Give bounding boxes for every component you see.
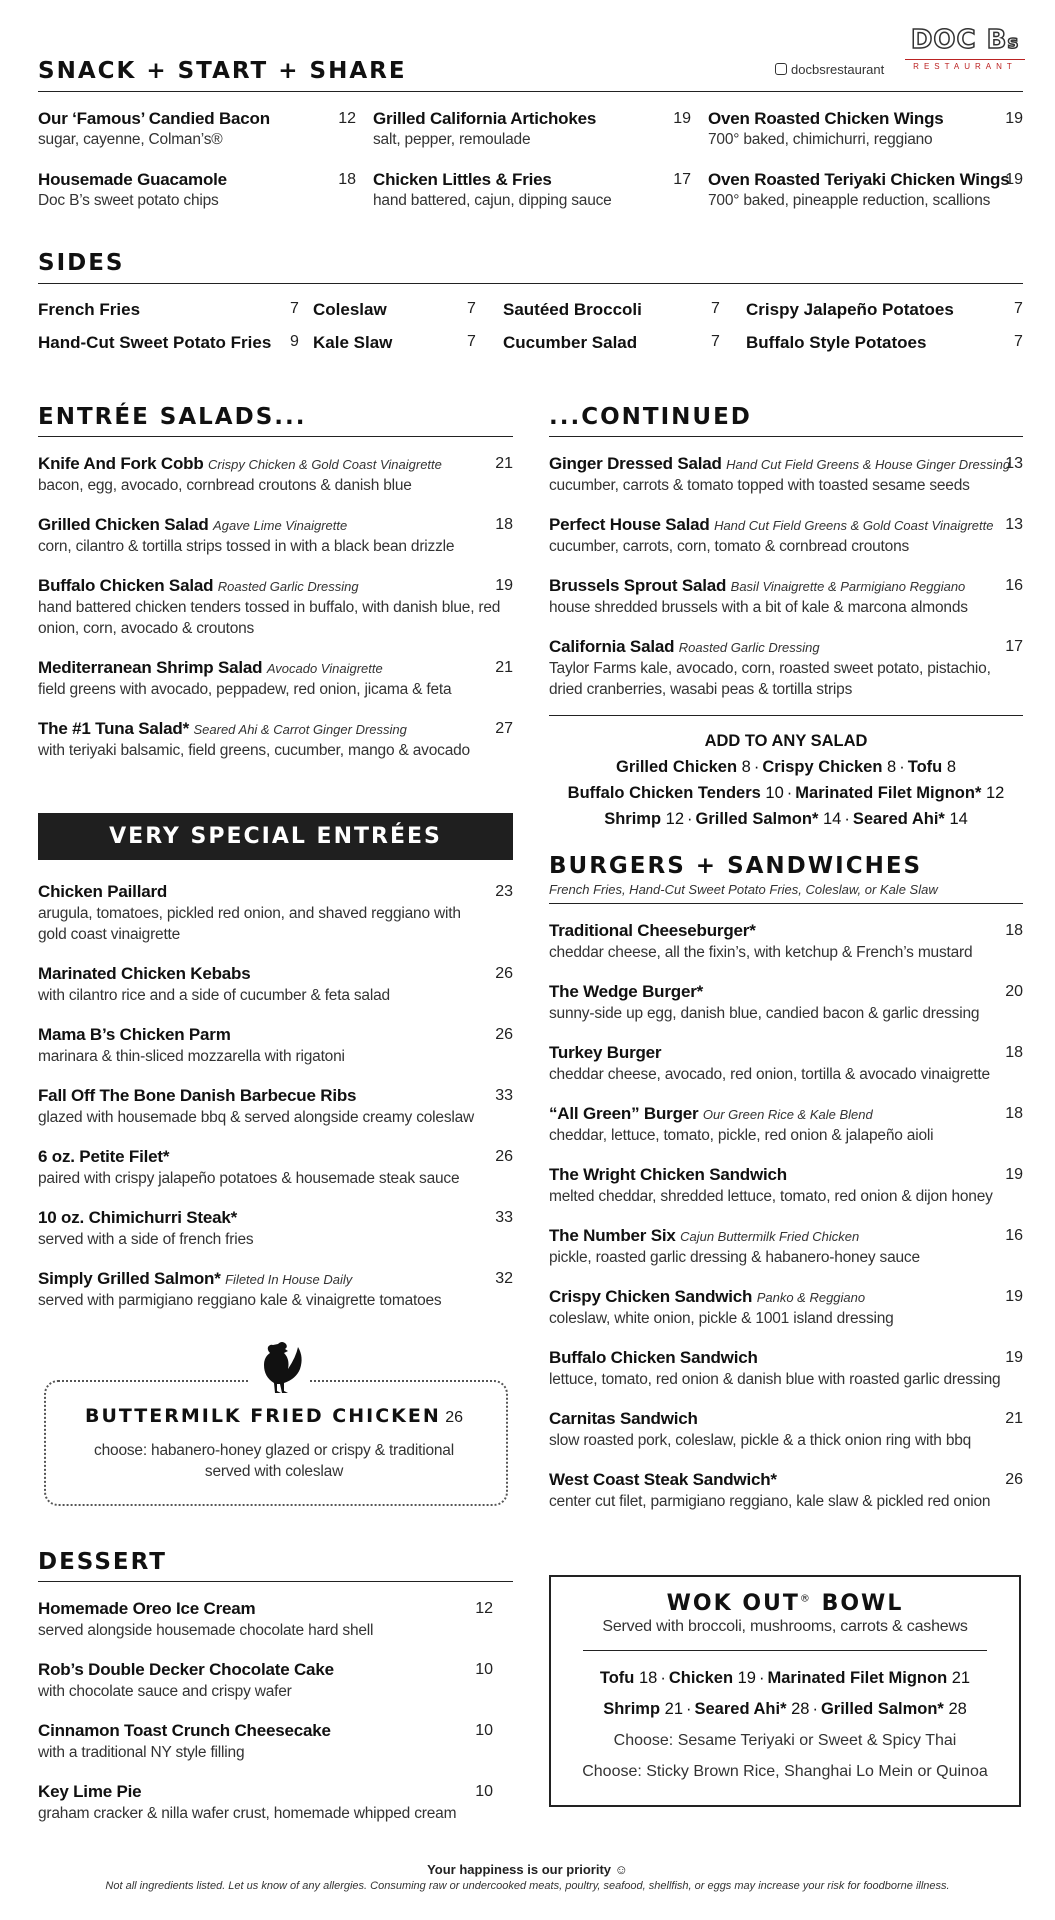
side-price: 7 [711,300,720,317]
restaurant-logo: DOC Bs RESTAURANT [905,26,1025,71]
menu-item: Chicken Littles & Fries hand battered, cajun, dipping sauce 17 [373,170,691,209]
fried-chicken-title-row [44,1405,504,1427]
burgers-section-title: BURGERS + SANDWICHES [549,853,923,879]
snack-rule [38,91,1023,92]
dessert-section-title: DESSERT [38,1549,167,1575]
menu-item: Simply Grilled Salmon* Fileted In House Daily served with parmigiano reggiano kale & vinaigrette tomatoes 32 [38,1269,513,1309]
add-to-salad-block [549,728,1023,832]
wok-bowl-title: WOK OUT® BOWL [666,1591,904,1616]
menu-item: Oven Roasted Chicken Wings 700° baked, chimichurri, reggiano 19 [708,109,1023,148]
burgers-subtitle: French Fries, Hand-Cut Sweet Potato Fries, Coleslaw, or Kale Slaw [549,882,938,897]
side-price: 7 [1014,300,1023,317]
side-price: 9 [290,333,299,350]
wok-line-2: Shrimp 21 · Seared Ahi* 28 · Grilled Salmon* 28 [603,1700,967,1718]
side-item: Sautéed Broccoli [503,300,642,319]
side-item: Hand-Cut Sweet Potato Fries [38,333,272,352]
salads-rule [38,436,513,437]
wok-bowl-rule [583,1650,987,1651]
fried-chicken-price: 26 [445,1409,464,1426]
snack-section-title: SNACK + START + SHARE [38,58,407,84]
wok-bowl-subtitle: Served with broccoli, mushrooms, carrots & cashews [602,1618,968,1635]
side-item: Crispy Jalapeño Potatoes [746,300,954,319]
menu-item: 10 oz. Chimichurri Steak* served with a side of french fries 33 [38,1208,513,1248]
salads-section-title: ENTRÉE SALADS... [38,404,307,430]
menu-item: Fall Off The Bone Danish Barbecue Ribs glazed with housemade bbq & served alongside creamy coleslaw 33 [38,1086,513,1126]
footer-priority: Your happiness is our priority ☺ [427,1862,628,1877]
menu-item: Cinnamon Toast Crunch Cheesecake with a traditional NY style filling 10 [38,1721,493,1761]
add-salad-line-3: Shrimp 12 · Grilled Salmon* 14 · Seared Ahi* 14 [604,810,968,828]
wok-bowl-options [551,1663,1019,1787]
menu-item: The Number Six Cajun Buttermilk Fried Chicken pickle, roasted garlic dressing & habanero-honey sauce 16 [549,1226,1023,1266]
side-price: 7 [290,300,299,317]
instagram-icon [775,63,787,75]
menu-item: Carnitas Sandwich slow roasted pork, coleslaw, pickle & a thick onion ring with bbq 21 [549,1409,1023,1449]
menu-item: Oven Roasted Teriyaki Chicken Wings 700° baked, pineapple reduction, scallions 19 [708,170,1023,209]
sides-section-title: SIDES [38,250,125,276]
menu-item: Mediterranean Shrimp Salad Avocado Vinaigrette field greens with avocado, peppadew, red onion, jicama & feta 21 [38,658,513,698]
footer-disclaimer: Not all ingredients listed. Let us know of any allergies. Consuming raw or undercooked meats, poultry, seafood, shellfish, or eggs may increase your risk for foodborne illness. [105,1880,950,1892]
side-item: Kale Slaw [313,333,393,352]
instagram-handle: docbsrestaurant [775,62,884,77]
menu-item: Crispy Chicken Sandwich Panko & Reggiano coleslaw, white onion, pickle & 1001 island dressing 19 [549,1287,1023,1327]
menu-item: California Salad Roasted Garlic Dressing Taylor Farms kale, avocado, corn, roasted sweet potato, pistachio, dried cranberries, wasabi peas & tortilla strips 17 [549,637,1023,698]
menu-item: Rob’s Double Decker Chocolate Cake with chocolate sauce and crispy wafer 10 [38,1660,493,1700]
menu-item: 6 oz. Petite Filet* paired with crispy jalapeño potatoes & housemade steak sauce 26 [38,1147,513,1187]
menu-item: Grilled Chicken Salad Agave Lime Vinaigrette corn, cilantro & tortilla strips tossed in with a black bean drizzle 18 [38,515,513,555]
fried-chicken-desc: choose: habanero-honey glazed or crispy & traditional served with coleslaw [94,1442,454,1480]
menu-item: Buffalo Chicken Salad Roasted Garlic Dressing hand battered chicken tenders tossed in buffalo, with danish blue, red onion, corn, avocado & croutons 19 [38,576,513,637]
menu-item: Housemade Guacamole Doc B’s sweet potato chips 18 [38,170,356,209]
add-salad-line-2: Buffalo Chicken Tenders 10 · Marinated Filet Mignon* 12 [567,784,1005,802]
menu-item: Our ‘Famous’ Candied Bacon sugar, cayenne, Colman’s® 12 [38,109,356,148]
menu-item: The #1 Tuna Salad* Seared Ahi & Carrot Ginger Dressing with teriyaki balsamic, field greens, cucumber, mango & avocado 27 [38,719,513,759]
menu-item: Mama B’s Chicken Parm marinara & thin-sliced mozzarella with rigatoni 26 [38,1025,513,1065]
menu-item: Chicken Paillard arugula, tomatoes, pickled red onion, and shaved reggiano with gold coast vinaigrette 23 [38,882,513,943]
menu-item: The Wright Chicken Sandwich melted cheddar, shredded lettuce, tomato, red onion & dijon honey 19 [549,1165,1023,1205]
side-price: 7 [1014,333,1023,350]
dessert-rule [38,1581,513,1582]
wok-choose-base: Choose: Sticky Brown Rice, Shanghai Lo Mein or Quinoa [582,1763,988,1780]
side-price: 7 [467,333,476,350]
menu-item: Buffalo Chicken Sandwich lettuce, tomato, red onion & danish blue with roasted garlic dressing 19 [549,1348,1023,1388]
side-price: 7 [711,333,720,350]
add-salad-title: ADD TO ANY SALAD [704,732,868,750]
add-salad-rule [549,715,1023,716]
menu-item: Perfect House Salad Hand Cut Field Greens & Gold Coast Vinaigrette cucumber, carrots, corn, tomato & cornbread croutons 13 [549,515,1023,555]
entrees-banner: VERY SPECIAL ENTRÉES [38,813,513,860]
side-item: Coleslaw [313,300,387,319]
menu-item: Key Lime Pie graham cracker & nilla wafer crust, homemade whipped cream 10 [38,1782,493,1822]
burgers-rule [549,903,1023,904]
wok-bowl-box [549,1575,1021,1807]
menu-item: Knife And Fork Cobb Crispy Chicken & Gold Coast Vinaigrette bacon, egg, avocado, cornbread croutons & danish blue 21 [38,454,513,494]
sides-rule [38,283,1023,284]
side-price: 7 [467,300,476,317]
add-salad-line-1: Grilled Chicken 8 · Crispy Chicken 8 · Tofu 8 [615,758,957,776]
menu-item: Marinated Chicken Kebabs with cilantro rice and a side of cucumber & feta salad 26 [38,964,513,1004]
continued-section-title: ...CONTINUED [549,404,752,430]
menu-item: West Coast Steak Sandwich* center cut filet, parmigiano reggiano, kale slaw & pickled red onion 26 [549,1470,1023,1510]
menu-item: Traditional Cheeseburger* cheddar cheese, all the fixin’s, with ketchup & French’s mustard 18 [549,921,1023,961]
side-item: Cucumber Salad [503,333,638,352]
side-item: French Fries [38,300,141,319]
fried-chicken-title: BUTTERMILK FRIED CHICKEN [84,1405,441,1427]
menu-item: Ginger Dressed Salad Hand Cut Field Greens & House Ginger Dressing cucumber, carrots & tomato topped with toasted sesame seeds 13 [549,454,1023,494]
menu-item: Grilled California Artichokes salt, pepper, remoulade 19 [373,109,691,148]
menu-item: Brussels Sprout Salad Basil Vinaigrette & Parmigiano Reggiano house shredded brussels with a bit of kale & marcona almonds 16 [549,576,1023,616]
menu-item: The Wedge Burger* sunny-side up egg, danish blue, candied bacon & garlic dressing 20 [549,982,1023,1022]
wok-line-1: Tofu 18 · Chicken 19 · Marinated Filet Mignon 21 [599,1669,971,1687]
continued-rule [549,436,1023,437]
wok-choose-sauce: Choose: Sesame Teriyaki or Sweet & Spicy Thai [613,1732,957,1749]
menu-item: Turkey Burger cheddar cheese, avocado, red onion, tortilla & avocado vinaigrette 18 [549,1043,1023,1083]
side-item: Buffalo Style Potatoes [746,333,927,352]
rooster-icon [248,1340,308,1396]
menu-item: “All Green” Burger Our Green Rice & Kale Blend cheddar, lettuce, tomato, pickle, red onion & jalapeño aioli 18 [549,1104,1023,1144]
menu-item: Homemade Oreo Ice Cream served alongside housemade chocolate hard shell 12 [38,1599,493,1639]
